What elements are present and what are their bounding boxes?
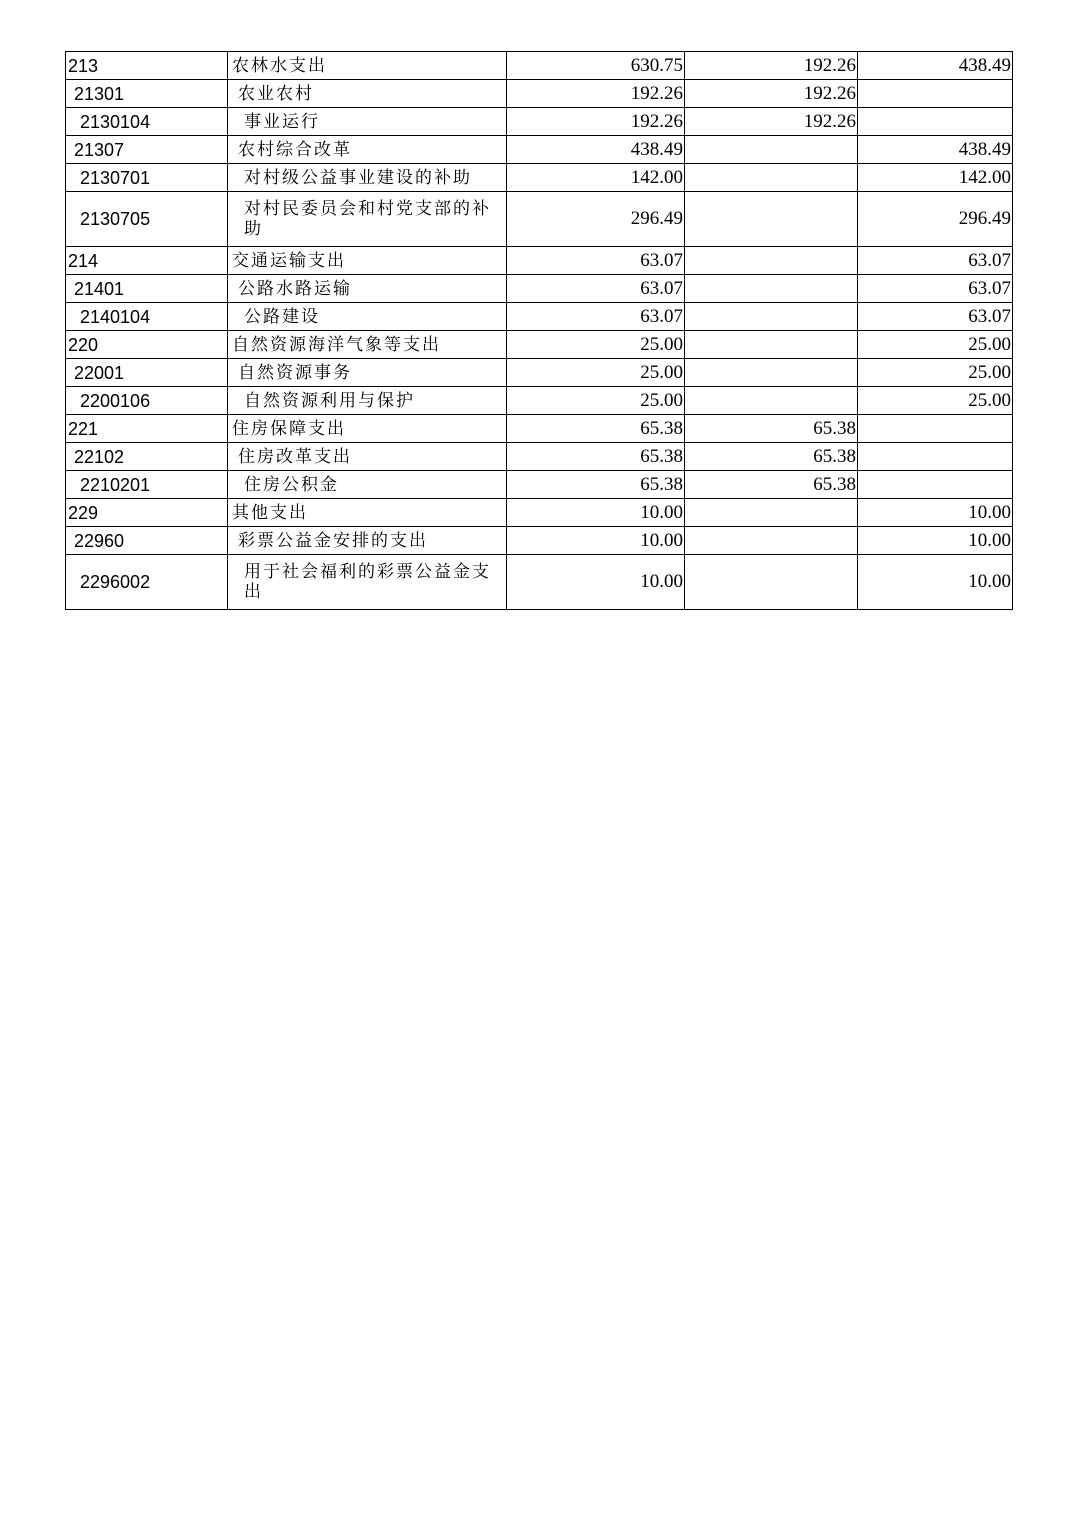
total-amount: 296.49 xyxy=(507,192,685,247)
basic-amount: 192.26 xyxy=(685,80,858,108)
subject-code: 2130705 xyxy=(66,192,228,247)
subject-code: 22001 xyxy=(66,359,228,387)
total-amount: 63.07 xyxy=(507,303,685,331)
table-row xyxy=(66,164,1013,192)
subject-name: 住房保障支出 xyxy=(228,415,507,443)
basic-amount xyxy=(685,555,858,610)
subject-name: 其他支出 xyxy=(228,499,507,527)
table-row xyxy=(66,499,1013,527)
table-row xyxy=(66,303,1013,331)
total-amount: 63.07 xyxy=(507,275,685,303)
total-amount: 25.00 xyxy=(507,359,685,387)
total-amount: 10.00 xyxy=(507,555,685,610)
subject-code: 214 xyxy=(66,247,228,275)
project-amount: 10.00 xyxy=(858,555,1013,610)
basic-amount: 192.26 xyxy=(685,52,858,80)
basic-amount xyxy=(685,247,858,275)
subject-name: 自然资源事务 xyxy=(228,359,507,387)
table-row xyxy=(66,387,1013,415)
subject-code: 221 xyxy=(66,415,228,443)
total-amount: 25.00 xyxy=(507,387,685,415)
subject-name: 农业农村 xyxy=(228,80,507,108)
table-row xyxy=(66,52,1013,80)
basic-amount: 65.38 xyxy=(685,443,858,471)
basic-amount xyxy=(685,192,858,247)
subject-name: 自然资源海洋气象等支出 xyxy=(228,331,507,359)
basic-amount: 65.38 xyxy=(685,415,858,443)
project-amount: 10.00 xyxy=(858,527,1013,555)
subject-code: 21301 xyxy=(66,80,228,108)
table-row xyxy=(66,192,1013,247)
total-amount: 192.26 xyxy=(507,108,685,136)
project-amount: 438.49 xyxy=(858,52,1013,80)
expenditure-table-body xyxy=(66,52,1013,610)
basic-amount xyxy=(685,359,858,387)
subject-name: 事业运行 xyxy=(228,108,507,136)
total-amount: 65.38 xyxy=(507,471,685,499)
project-amount xyxy=(858,443,1013,471)
table-row xyxy=(66,471,1013,499)
total-amount: 10.00 xyxy=(507,499,685,527)
project-amount: 63.07 xyxy=(858,275,1013,303)
total-amount: 25.00 xyxy=(507,331,685,359)
table-row xyxy=(66,555,1013,610)
subject-name: 自然资源利用与保护 xyxy=(228,387,507,415)
basic-amount xyxy=(685,527,858,555)
table-row xyxy=(66,331,1013,359)
project-amount xyxy=(858,108,1013,136)
subject-code: 220 xyxy=(66,331,228,359)
subject-code: 229 xyxy=(66,499,228,527)
basic-amount xyxy=(685,303,858,331)
table-row xyxy=(66,275,1013,303)
project-amount: 63.07 xyxy=(858,247,1013,275)
total-amount: 142.00 xyxy=(507,164,685,192)
project-amount: 438.49 xyxy=(858,136,1013,164)
table-row xyxy=(66,443,1013,471)
project-amount: 296.49 xyxy=(858,192,1013,247)
subject-code: 213 xyxy=(66,52,228,80)
total-amount: 192.26 xyxy=(507,80,685,108)
subject-code: 2130104 xyxy=(66,108,228,136)
table-row xyxy=(66,108,1013,136)
expenditure-table xyxy=(65,51,1013,610)
subject-name: 交通运输支出 xyxy=(228,247,507,275)
subject-code: 22102 xyxy=(66,443,228,471)
table-row xyxy=(66,415,1013,443)
project-amount: 142.00 xyxy=(858,164,1013,192)
basic-amount: 65.38 xyxy=(685,471,858,499)
subject-name: 公路建设 xyxy=(228,303,507,331)
project-amount: 25.00 xyxy=(858,331,1013,359)
subject-name: 农村综合改革 xyxy=(228,136,507,164)
table-row xyxy=(66,359,1013,387)
total-amount: 438.49 xyxy=(507,136,685,164)
subject-code: 2140104 xyxy=(66,303,228,331)
subject-name: 用于社会福利的彩票公益金支出 xyxy=(228,555,507,610)
project-amount xyxy=(858,80,1013,108)
subject-name: 对村级公益事业建设的补助 xyxy=(228,164,507,192)
subject-name: 住房公积金 xyxy=(228,471,507,499)
subject-code: 21401 xyxy=(66,275,228,303)
basic-amount xyxy=(685,499,858,527)
table-row xyxy=(66,80,1013,108)
table-row xyxy=(66,527,1013,555)
basic-amount xyxy=(685,331,858,359)
total-amount: 63.07 xyxy=(507,247,685,275)
basic-amount: 192.26 xyxy=(685,108,858,136)
subject-name: 公路水路运输 xyxy=(228,275,507,303)
project-amount xyxy=(858,471,1013,499)
basic-amount xyxy=(685,136,858,164)
total-amount: 630.75 xyxy=(507,52,685,80)
subject-code: 2200106 xyxy=(66,387,228,415)
project-amount: 10.00 xyxy=(858,499,1013,527)
subject-code: 2130701 xyxy=(66,164,228,192)
total-amount: 10.00 xyxy=(507,527,685,555)
project-amount: 63.07 xyxy=(858,303,1013,331)
project-amount xyxy=(858,415,1013,443)
subject-code: 22960 xyxy=(66,527,228,555)
total-amount: 65.38 xyxy=(507,443,685,471)
subject-name: 彩票公益金安排的支出 xyxy=(228,527,507,555)
subject-name: 农林水支出 xyxy=(228,52,507,80)
total-amount: 65.38 xyxy=(507,415,685,443)
project-amount: 25.00 xyxy=(858,387,1013,415)
basic-amount xyxy=(685,387,858,415)
table-row xyxy=(66,136,1013,164)
project-amount: 25.00 xyxy=(858,359,1013,387)
subject-name: 住房改革支出 xyxy=(228,443,507,471)
basic-amount xyxy=(685,275,858,303)
subject-code: 2296002 xyxy=(66,555,228,610)
basic-amount xyxy=(685,164,858,192)
table-row xyxy=(66,247,1013,275)
subject-name: 对村民委员会和村党支部的补助 xyxy=(228,192,507,247)
subject-code: 21307 xyxy=(66,136,228,164)
subject-code: 2210201 xyxy=(66,471,228,499)
